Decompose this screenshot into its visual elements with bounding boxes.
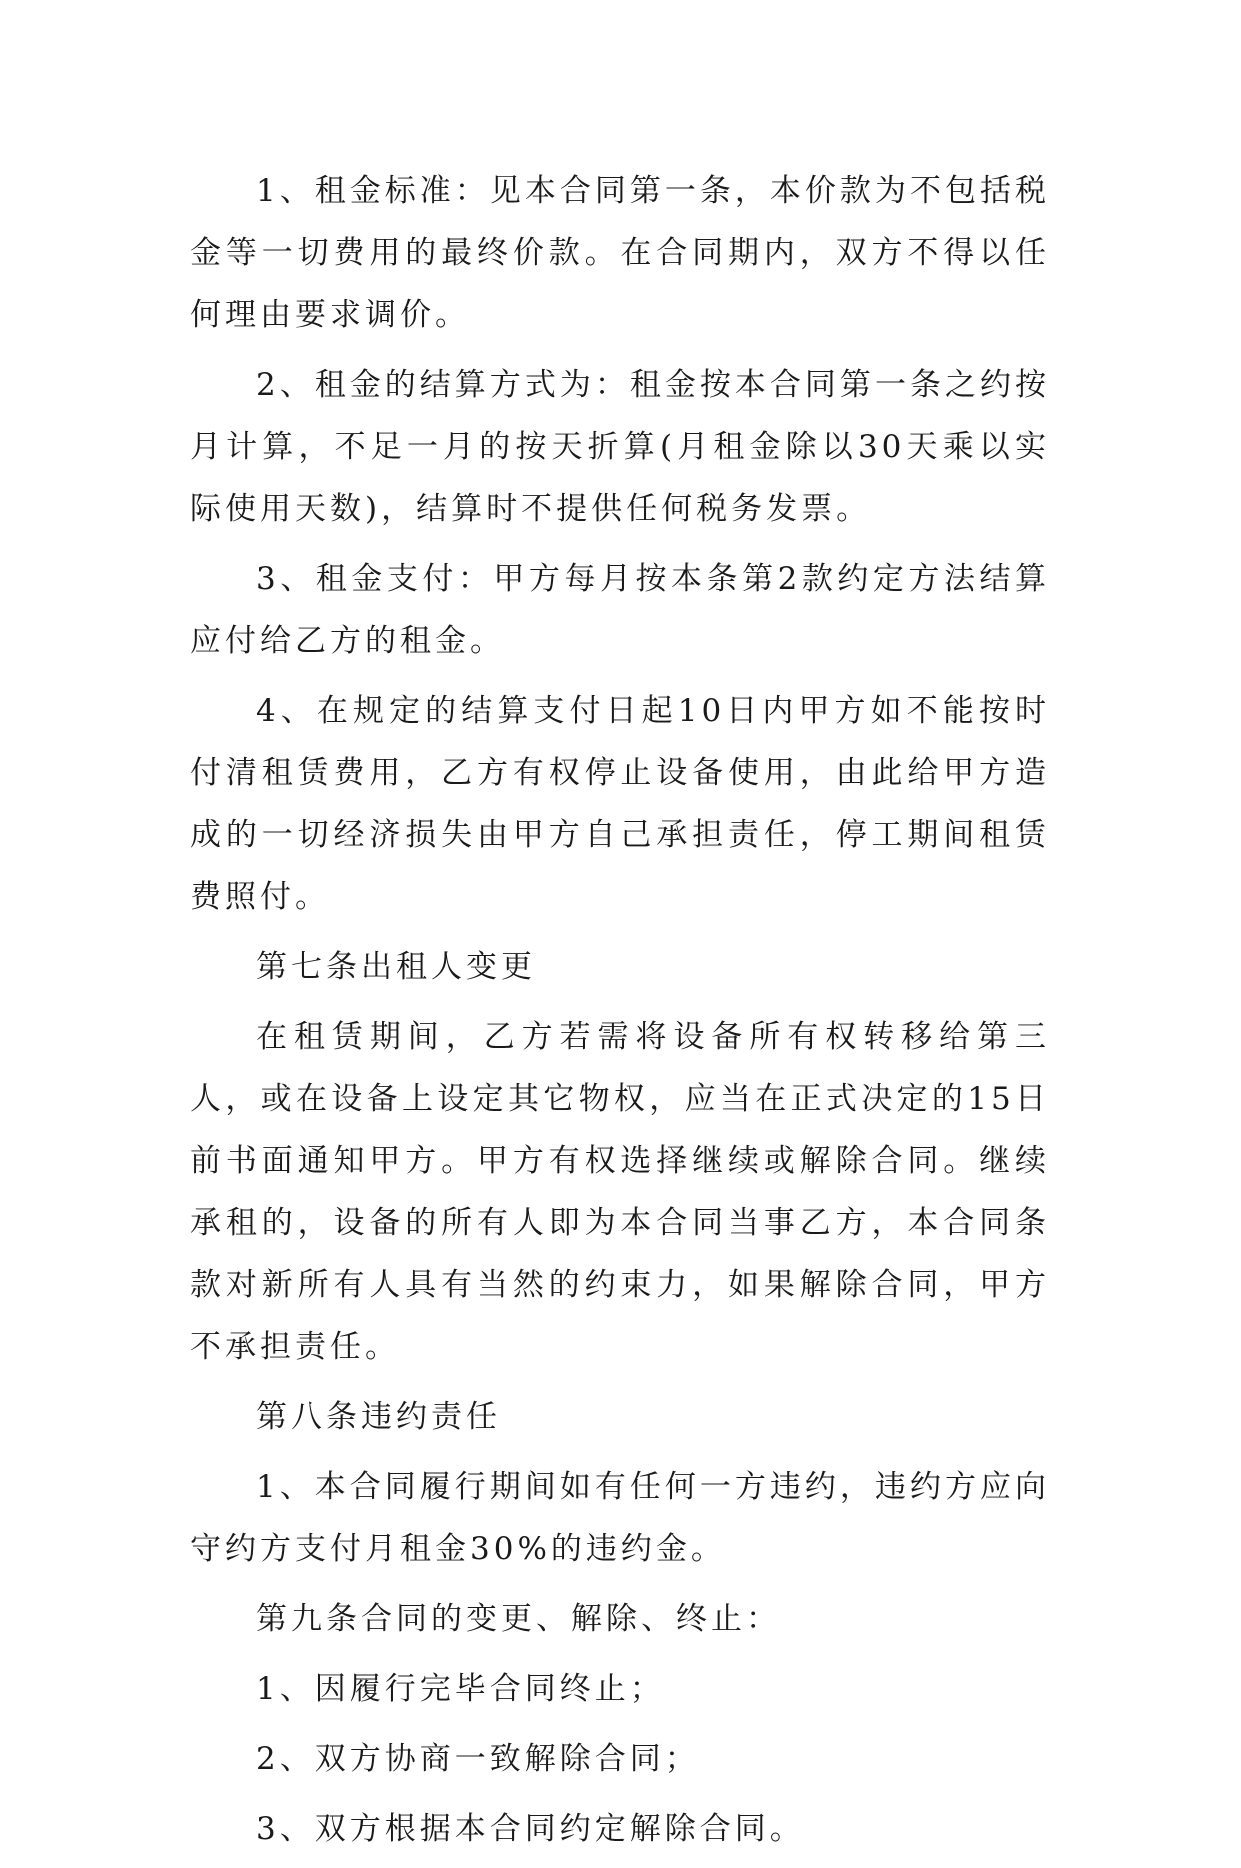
- article-7-heading: 第七条出租人变更: [256, 949, 536, 985]
- article-9-heading: 第九条合同的变更、解除、终止：: [256, 1601, 781, 1637]
- article-8-heading: 第八条违约责任: [256, 1399, 501, 1435]
- clause-rent-standard: 1、租金标准：见本合同第一条，本价款为不包括税金等一切费用的最终价款。在合同期内，双方不得以任何理由要求调价。: [190, 173, 1050, 333]
- clause-termination-1: 1、因履行完毕合同终止；: [256, 1671, 665, 1707]
- clause-termination-2: 2、双方协商一致解除合同；: [256, 1741, 700, 1777]
- clause-rent-payment: 3、租金支付：甲方每月按本条第2款约定方法结算应付给乙方的租金。: [190, 561, 1050, 659]
- document-body: [190, 160, 1050, 1868]
- clause-late-payment: 4、在规定的结算支付日起10日内甲方如不能按时付清租赁费用，乙方有权停止设备使用，由此给甲方造成的一切经济损失由甲方自己承担责任，停工期间租赁费照付。: [190, 693, 1050, 915]
- clause-rent-settlement: 2、租金的结算方式为：租金按本合同第一条之约按月计算，不足一月的按天折算(月租金除以30天乘以实际使用天数)，结算时不提供任何税务发票。: [190, 367, 1050, 527]
- clause-termination-3: 3、双方根据本合同约定解除合同。: [256, 1811, 805, 1847]
- clause-lessor-change: 在租赁期间，乙方若需将设备所有权转移给第三人，或在设备上设定其它物权，应当在正式决定的15日前书面通知甲方。甲方有权选择继续或解除合同。继续承租的，设备的所有人即为本合同当事乙方，本合同条款对新所有人具有当然的约束力，如果解除合同，甲方不承担责任。: [190, 1019, 1050, 1365]
- clause-breach-penalty: 1、本合同履行期间如有任何一方违约，违约方应向守约方支付月租金30%的违约金。: [190, 1469, 1050, 1567]
